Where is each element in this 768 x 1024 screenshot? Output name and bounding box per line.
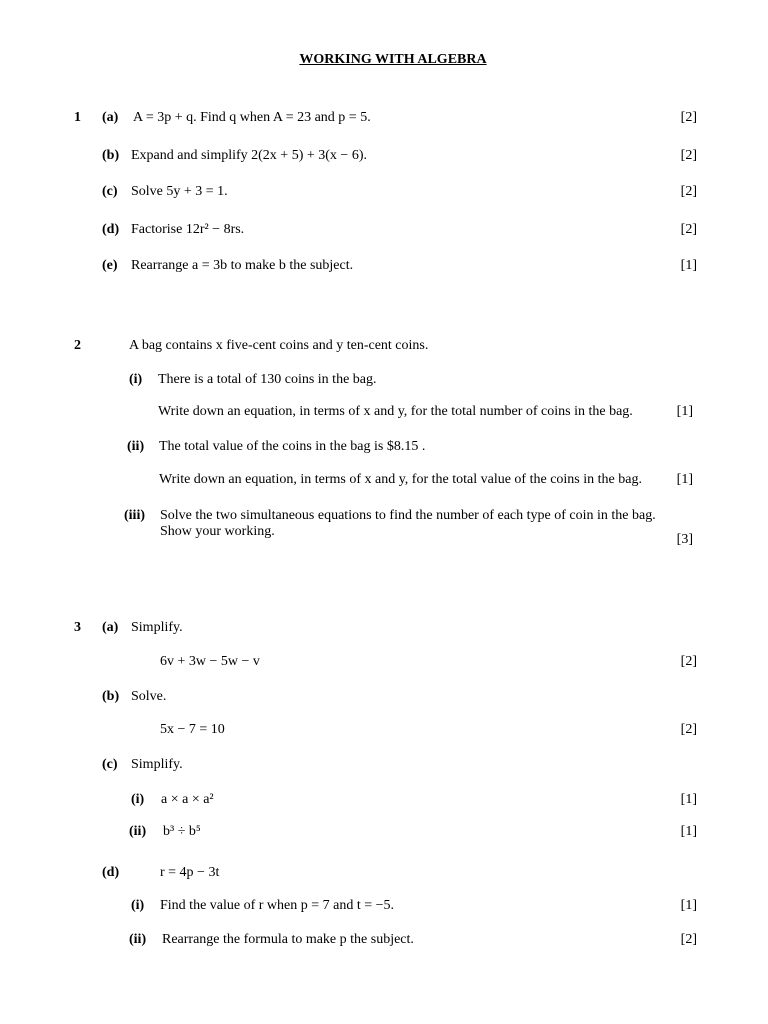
question-3-number: 3 — [74, 620, 81, 635]
question-1-number: 1 — [74, 110, 81, 125]
page-title: WORKING WITH ALGEBRA — [299, 52, 487, 67]
q3dii-label: (ii) — [129, 932, 147, 947]
q3b-label: (b) — [102, 689, 120, 704]
q3ci-expression: a × a × a² — [161, 792, 214, 807]
q1c-label: (c) — [102, 184, 118, 199]
q3cii-label: (ii) — [129, 824, 147, 839]
q2iii-marks: [3] — [676, 532, 693, 547]
q1a-label: (a) — [102, 110, 119, 125]
q3a-text: Simplify. — [131, 620, 183, 635]
q3ci-marks: [1] — [680, 792, 697, 807]
q3ci-label: (i) — [131, 792, 145, 807]
q3c-label: (c) — [102, 757, 118, 772]
q1d-label: (d) — [102, 222, 120, 237]
q3a-label: (a) — [102, 620, 119, 635]
q1b-text: Expand and simplify 2(2x + 5) + 3(x − 6). — [131, 148, 367, 163]
q2ii-label: (ii) — [127, 439, 145, 454]
q1c-text: Solve 5y + 3 = 1. — [131, 184, 228, 199]
q2ii-text: The total value of the coins in the bag is $8.15 . — [159, 439, 426, 454]
q3d-expression: r = 4p − 3t — [160, 865, 220, 880]
q3di-label: (i) — [131, 898, 145, 913]
q2iii-text: Solve the two simultaneous equations to find the number of each type of coin in the bag. — [160, 508, 656, 523]
q2iii-instruction: Show your working. — [160, 524, 275, 539]
q3dii-marks: [2] — [680, 932, 697, 947]
q2i-label: (i) — [129, 372, 143, 387]
q3b-marks: [2] — [680, 722, 697, 737]
q1e-text: Rearrange a = 3b to make b the subject. — [131, 258, 354, 273]
q1c-marks: [2] — [680, 184, 697, 199]
q3di-text: Find the value of r when p = 7 and t = −5. — [160, 898, 395, 913]
q3b-expression: 5x − 7 = 10 — [160, 722, 225, 737]
q3a-expression: 6v + 3w − 5w − v — [160, 654, 260, 669]
q2i-marks: [1] — [676, 404, 693, 419]
q2i-text: There is a total of 130 coins in the bag. — [158, 372, 377, 387]
q1a-text: A = 3p + q. Find q when A = 23 and p = 5. — [133, 110, 371, 125]
q3d-label: (d) — [102, 865, 120, 880]
q2ii-marks: [1] — [676, 472, 693, 487]
q3dii-text: Rearrange the formula to make p the subject. — [162, 932, 414, 947]
q2ii-instruction: Write down an equation, in terms of x and y, for the total value of the coins in the bag. — [159, 472, 642, 487]
q1e-marks: [1] — [680, 258, 697, 273]
q1e-label: (e) — [102, 258, 118, 273]
question-2-number: 2 — [74, 338, 81, 353]
q1a-marks: [2] — [680, 110, 697, 125]
q3cii-marks: [1] — [680, 824, 697, 839]
q3b-text: Solve. — [131, 689, 167, 704]
q2iii-label: (iii) — [124, 508, 145, 523]
q3c-text: Simplify. — [131, 757, 183, 772]
q1d-marks: [2] — [680, 222, 697, 237]
q3di-marks: [1] — [680, 898, 697, 913]
q2-intro: A bag contains x five-cent coins and y ten-cent coins. — [129, 338, 429, 353]
q3a-marks: [2] — [680, 654, 697, 669]
q1b-marks: [2] — [680, 148, 697, 163]
q2i-instruction: Write down an equation, in terms of x and y, for the total number of coins in the bag. — [158, 404, 633, 419]
q1d-text: Factorise 12r² − 8rs. — [131, 222, 245, 237]
q1b-label: (b) — [102, 148, 120, 163]
q3cii-expression: b³ ÷ b⁵ — [163, 824, 201, 839]
